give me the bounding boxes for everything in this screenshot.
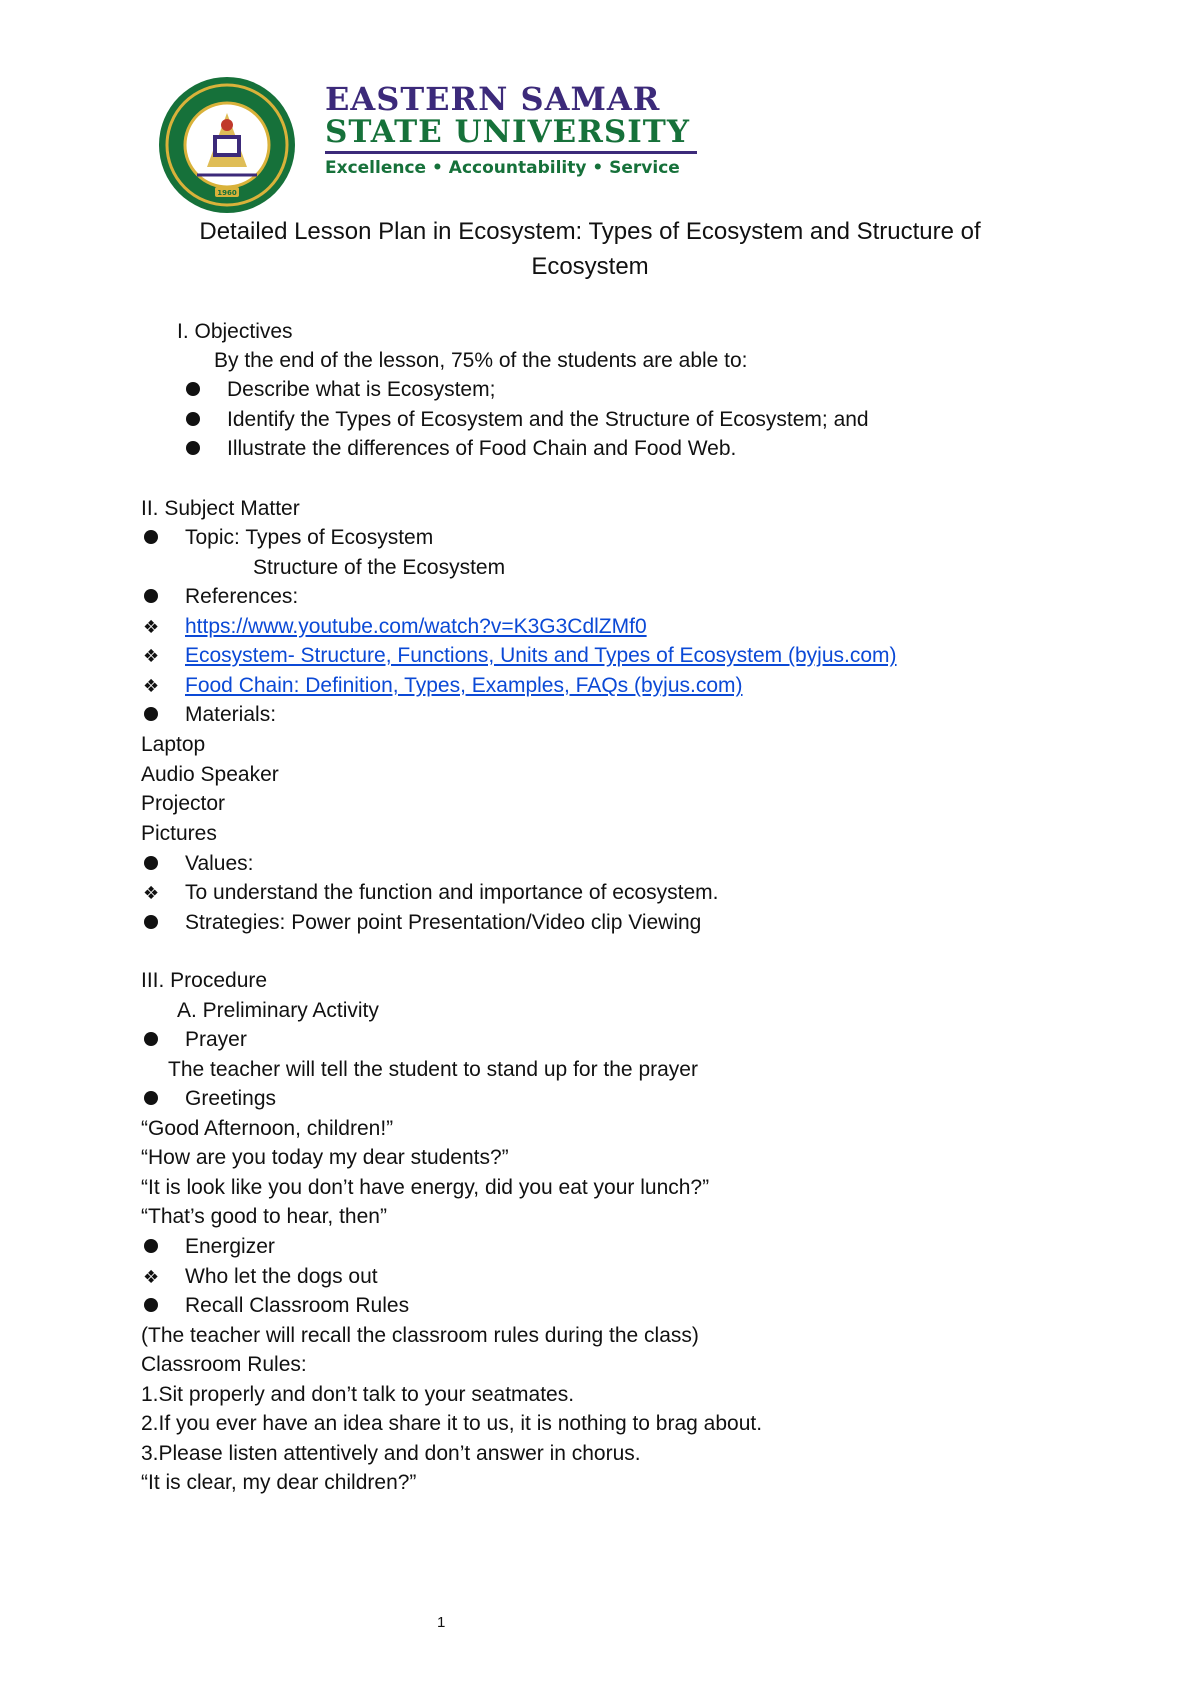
diamond-bullet-icon: ❖ [143, 883, 160, 903]
document-title: Detailed Lesson Plan in Ecosystem: Types of Ecosystem and Structure of Ecosystem [199, 218, 981, 280]
objectives-intro: By the end of the lesson, 75% of the students are able to: [214, 349, 748, 372]
reference-link-youtube[interactable]: https://www.youtube.com/watch?v=K3G3CdlZMf0 [185, 615, 647, 638]
energizer-item: Who let the dogs out [185, 1265, 378, 1288]
subject-matter-heading: II. Subject Matter [141, 497, 300, 520]
university-seal-logo [157, 75, 297, 215]
material-item: Projector [141, 792, 226, 815]
header-rule [325, 151, 697, 154]
diamond-bullet-icon: ❖ [143, 676, 160, 696]
classroom-rule: 3.Please listen attentively and don’t answer in chorus. [141, 1442, 641, 1465]
bullet-icon [144, 1298, 158, 1312]
materials-label: Materials: [185, 703, 277, 726]
bullet-icon [144, 856, 158, 870]
recall-rules-note: (The teacher will recall the classroom rules during the class) [141, 1324, 699, 1347]
references-label: References: [185, 585, 299, 608]
objective-item: Illustrate the differences of Food Chain and Food Web. [227, 437, 737, 460]
diamond-bullet-icon: ❖ [143, 1267, 160, 1287]
recall-rules-label: Recall Classroom Rules [185, 1294, 410, 1317]
greeting-line: “Good Afternoon, children!” [141, 1117, 394, 1140]
bullet-icon [144, 589, 158, 603]
values-item: To understand the function and importance of ecosystem. [185, 881, 719, 904]
greeting-line: “How are you today my dear students?” [141, 1146, 509, 1169]
university-name-line2: STATE UNIVERSITY [325, 114, 691, 150]
objective-item: Describe what is Ecosystem; [227, 378, 496, 401]
bullet-icon [186, 441, 200, 455]
university-name-line1: EASTERN SAMAR [325, 80, 661, 118]
reference-link-ecosystem[interactable]: Ecosystem- Structure, Functions, Units and Types of Ecosystem (byjus.com) [185, 644, 897, 667]
energizer-label: Energizer [185, 1235, 275, 1258]
topic-label: Topic: Types of Ecosystem [185, 526, 434, 549]
bullet-icon [144, 707, 158, 721]
seal-year: 1960 [217, 189, 237, 197]
preliminary-activity-heading: A. Preliminary Activity [177, 999, 379, 1022]
objectives-heading: I. Objectives [177, 320, 293, 343]
prayer-label: Prayer [185, 1028, 247, 1051]
material-item: Laptop [141, 733, 206, 756]
classroom-rule: 1.Sit properly and don’t talk to your seatmates. [141, 1383, 575, 1406]
university-motto: Excellence • Accountability • Service [325, 158, 680, 178]
bullet-icon [186, 412, 200, 426]
classroom-rule: 2.If you ever have an idea share it to us, it is nothing to brag about. [141, 1412, 763, 1435]
university-name-block [325, 82, 725, 179]
procedure-heading: III. Procedure [141, 969, 268, 992]
bullet-icon [144, 1239, 158, 1253]
greetings-label: Greetings [185, 1087, 277, 1110]
objective-item: Identify the Types of Ecosystem and the Structure of Ecosystem; and [227, 408, 869, 431]
bullet-icon [144, 915, 158, 929]
topic-continuation: Structure of the Ecosystem [253, 556, 506, 579]
values-label: Values: [185, 852, 254, 875]
bullet-icon [186, 382, 200, 396]
material-item: Pictures [141, 822, 217, 845]
reference-link-food-chain[interactable]: Food Chain: Definition, Types, Examples, FAQs (byjus.com) [185, 674, 743, 697]
closing-question: “It is clear, my dear children?” [141, 1471, 417, 1494]
greeting-line: “That’s good to hear, then” [141, 1205, 387, 1228]
classroom-rules-heading: Classroom Rules: [141, 1353, 307, 1376]
prayer-text: The teacher will tell the student to stand up for the prayer [168, 1058, 698, 1081]
diamond-bullet-icon: ❖ [143, 646, 160, 666]
greeting-line: “It is look like you don’t have energy, did you eat your lunch?” [141, 1176, 710, 1199]
bullet-icon [144, 1091, 158, 1105]
material-item: Audio Speaker [141, 763, 279, 786]
page-number: 1 [437, 1614, 446, 1631]
bullet-icon [144, 1032, 158, 1046]
diamond-bullet-icon: ❖ [143, 617, 160, 637]
strategies-text: Strategies: Power point Presentation/Video clip Viewing [185, 911, 702, 934]
bullet-icon [144, 530, 158, 544]
